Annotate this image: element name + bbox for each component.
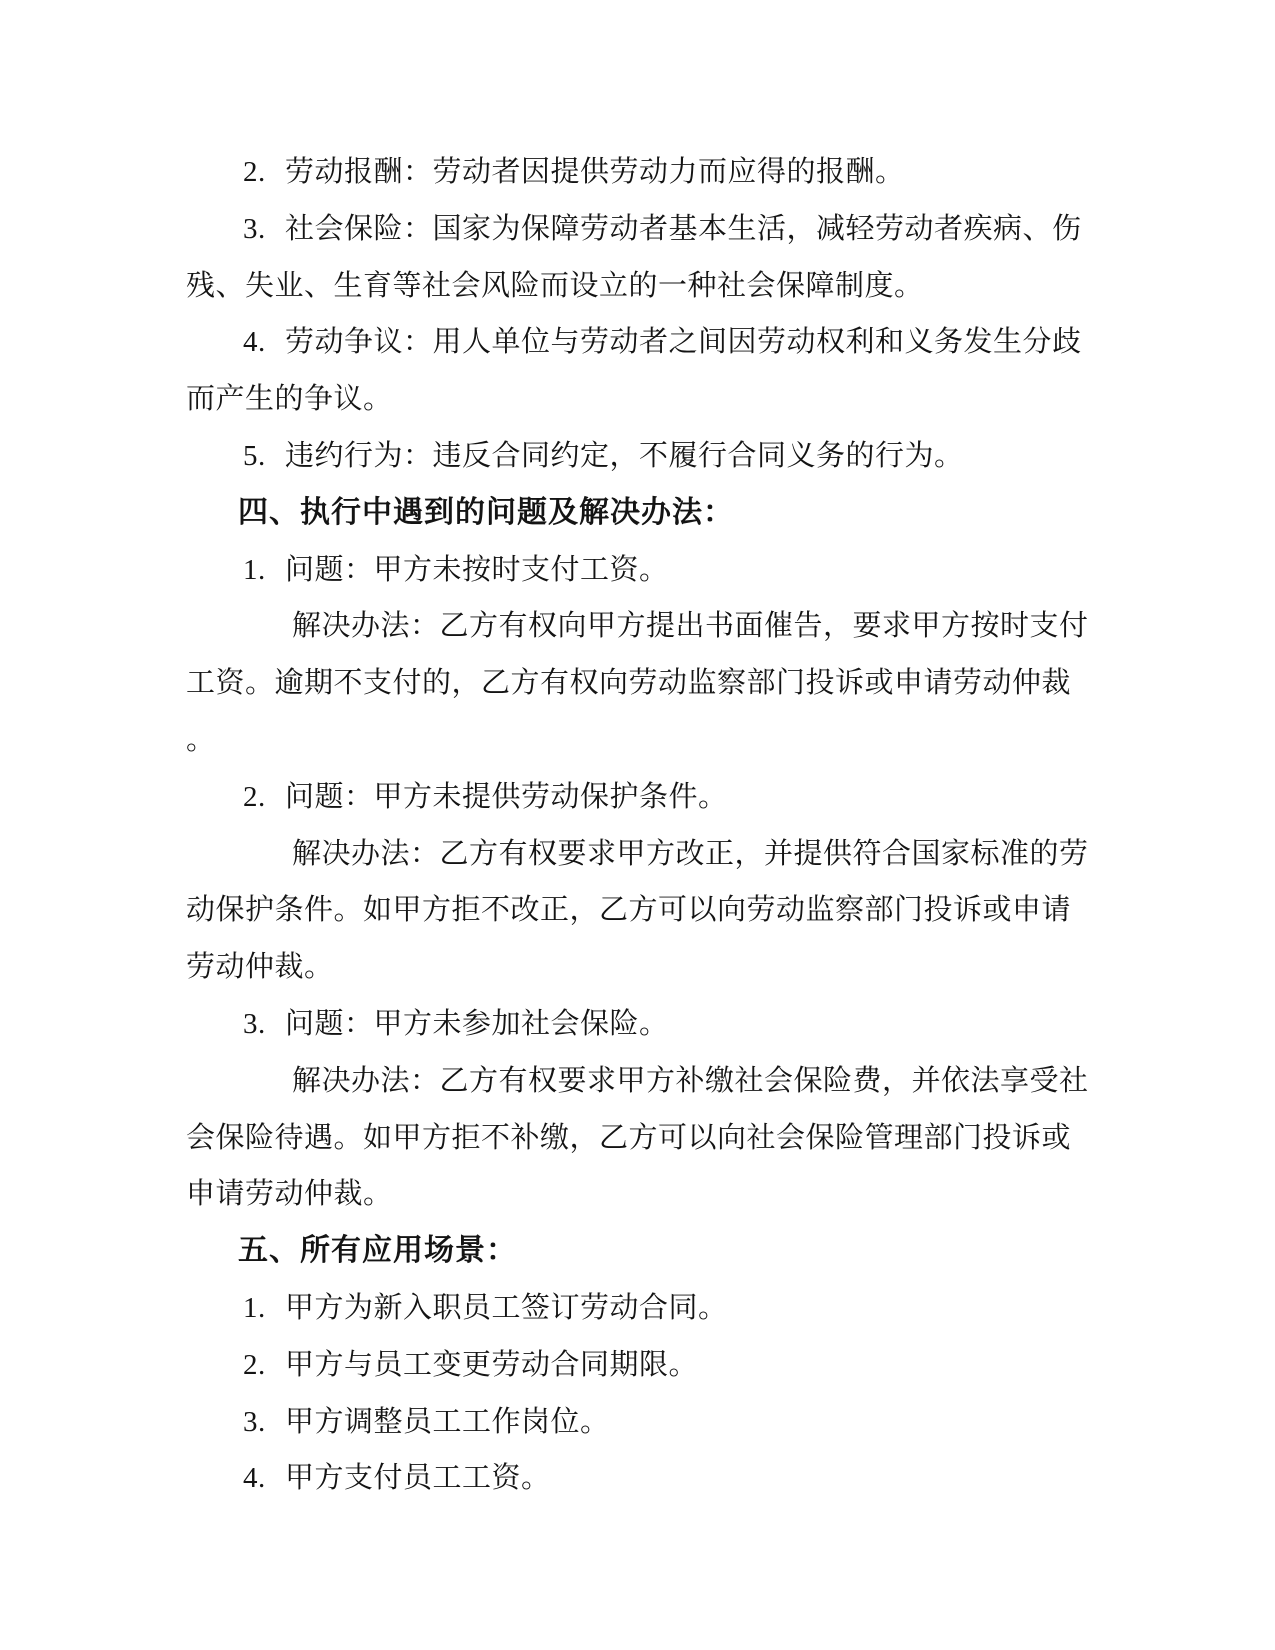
numbered-item (186, 1394, 1106, 1451)
paragraph-continuation (186, 371, 1106, 428)
numbered-item (186, 996, 1106, 1053)
section-heading-5 (186, 1223, 1106, 1280)
item-number: 1. (243, 553, 266, 586)
item-number: 4. (243, 326, 266, 359)
numbered-item (186, 144, 1106, 201)
line-text: 工资。逾期不支付的，乙方有权向劳动监察部门投诉或申请劳动仲裁 (186, 667, 1072, 700)
section-heading-4 (186, 485, 1106, 542)
numbered-item (186, 1280, 1106, 1337)
item-text: 劳动报酬：劳动者因提供劳动力而应得的报酬。 (285, 156, 905, 188)
item-text: 甲方与员工变更劳动合同期限。 (285, 1348, 699, 1381)
line-text: 会保险待遇。如甲方拒不补缴，乙方可以向社会保险管理部门投诉或 (186, 1121, 1072, 1154)
section-heading-text: 四、执行中遇到的问题及解决办法： (238, 495, 734, 529)
numbered-item (186, 1450, 1106, 1507)
item-text: 甲方支付员工工资。 (285, 1462, 551, 1495)
item-number: 4. (243, 1462, 266, 1495)
item-text: 劳动争议：用人单位与劳动者之间因劳动权利和义务发生分歧 (285, 326, 1082, 359)
numbered-item (186, 314, 1106, 371)
numbered-item (186, 428, 1106, 485)
numbered-item (186, 542, 1106, 599)
solution-paragraph (186, 826, 1106, 883)
item-number: 5. (243, 439, 266, 472)
item-number: 1. (243, 1291, 266, 1324)
paragraph-continuation (186, 1110, 1106, 1167)
line-text: 。 (186, 723, 216, 756)
section-heading-text: 五、所有应用场景： (238, 1234, 517, 1268)
line-text: 解决办法：乙方有权要求甲方补缴社会保险费，并依法享受社 (292, 1064, 1089, 1097)
paragraph-continuation (186, 1166, 1106, 1223)
item-text: 问题：甲方未按时支付工资。 (285, 553, 669, 586)
paragraph-continuation (186, 655, 1106, 712)
item-text: 社会保险：国家为保障劳动者基本生活，减轻劳动者疾病、伤 (285, 212, 1082, 245)
line-text: 劳动仲裁。 (186, 951, 334, 984)
item-number: 2. (243, 1348, 266, 1381)
line-text: 解决办法：乙方有权要求甲方改正，并提供符合国家标准的劳 (292, 837, 1089, 870)
item-number: 3. (243, 212, 266, 245)
item-number: 3. (243, 1405, 266, 1438)
item-number: 2. (243, 780, 266, 813)
item-text: 问题：甲方未参加社会保险。 (285, 1007, 669, 1040)
line-text: 申请劳动仲裁。 (186, 1178, 393, 1211)
item-text: 甲方调整员工工作岗位。 (285, 1405, 610, 1438)
item-number: 2. (243, 156, 266, 188)
solution-paragraph (186, 1053, 1106, 1110)
numbered-item (186, 201, 1106, 258)
paragraph-continuation (186, 712, 1106, 769)
line-text: 动保护条件。如甲方拒不改正，乙方可以向劳动监察部门投诉或申请 (186, 894, 1072, 927)
solution-paragraph (186, 598, 1106, 655)
paragraph-continuation (186, 882, 1106, 939)
numbered-item (186, 769, 1106, 826)
paragraph-continuation (186, 939, 1106, 996)
item-text: 违约行为：违反合同约定，不履行合同义务的行为。 (285, 439, 964, 472)
line-text: 而产生的争议。 (186, 383, 393, 416)
item-number: 3. (243, 1007, 266, 1040)
item-text: 甲方为新入职员工签订劳动合同。 (285, 1291, 728, 1324)
line-text: 残、失业、生育等社会风险而设立的一种社会保障制度。 (186, 269, 924, 302)
numbered-item (186, 1337, 1106, 1394)
item-text: 问题：甲方未提供劳动保护条件。 (285, 780, 728, 813)
line-text: 解决办法：乙方有权向甲方提出书面催告，要求甲方按时支付 (292, 610, 1089, 643)
document-body (186, 144, 1106, 1507)
paragraph-continuation (186, 258, 1106, 315)
